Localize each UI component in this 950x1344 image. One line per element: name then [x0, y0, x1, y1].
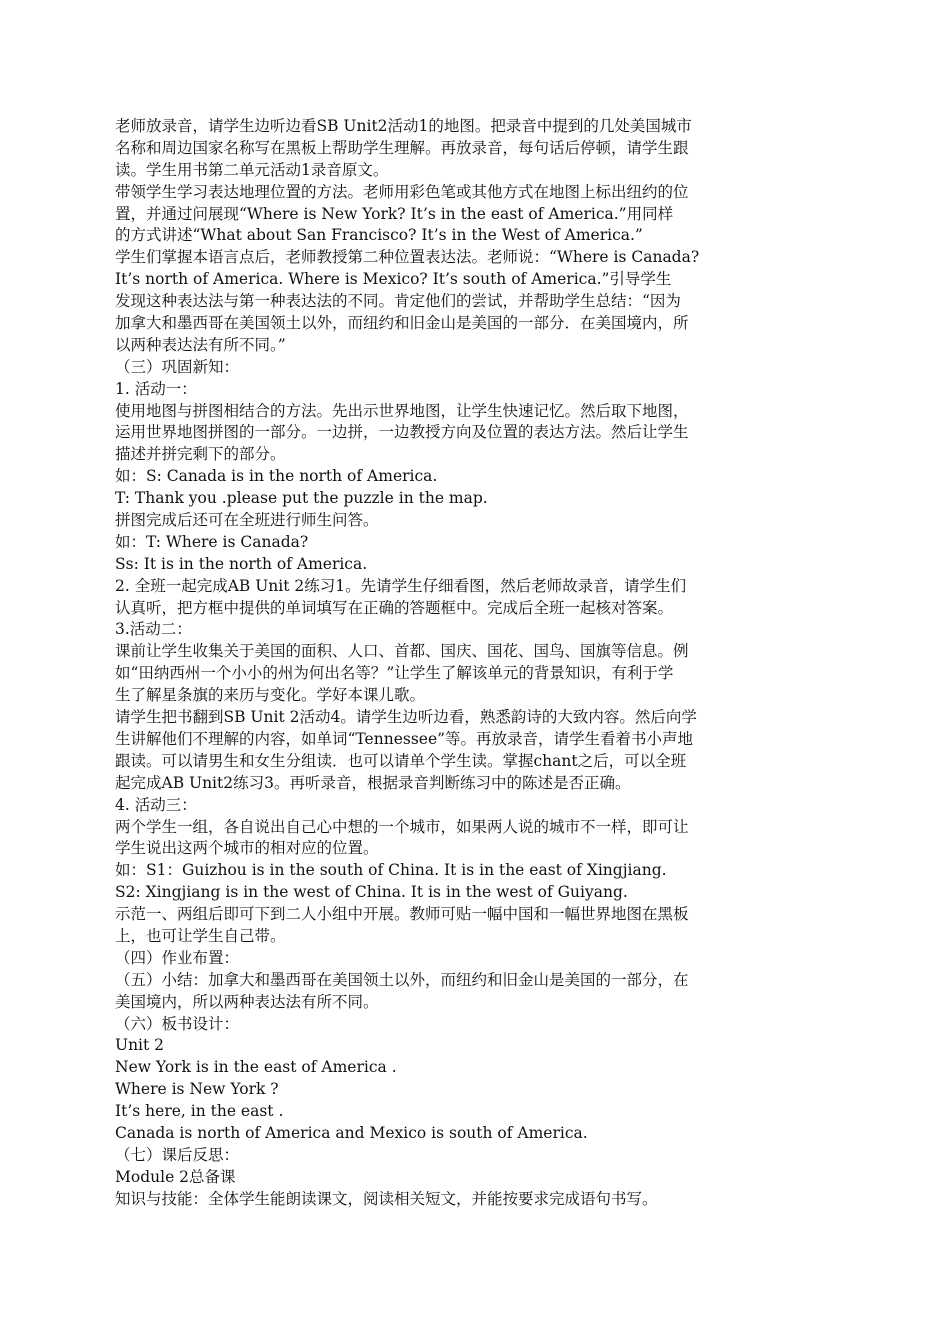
- text-line: 如：T: Where is Canada?: [115, 532, 309, 551]
- text-line: 2. 全班一起完成AB Unit 2练习1。先请学生仔细看图，然后老师故录音，请学生们: [115, 576, 687, 595]
- text-line: 认真听，把方框中提供的单词填写在正确的答题框中。完成后全班一起核对答案。: [115, 598, 674, 617]
- text-line: 课前让学生收集关于美国的面积、人口、首都、国庆、国花、国鸟、国旗等信息。例: [115, 642, 689, 661]
- text-line: （五）小结：加拿大和墨西哥在美国领土以外，而纽约和旧金山是美国的一部分，在: [115, 970, 689, 989]
- text-line: 3.活动二：: [115, 620, 192, 639]
- text-line: 如：S1：Guizhou is in the south of China. It is in the east of Xingjiang.: [115, 861, 667, 880]
- text-line: It’s north of America. Where is Mexico? It’s south of America.”引导学生: [115, 270, 672, 289]
- text-line: 拼图完成后还可在全班进行师生问答。: [115, 511, 379, 530]
- text-line: 生了解星条旗的来历与变化。学好本课儿歌。: [115, 686, 426, 705]
- text-line: 运用世界地图拼图的一部分。一边拼，一边教授方向及位置的表达方法。然后让学生: [115, 423, 689, 442]
- text-line: （六）板书设计：: [115, 1014, 240, 1033]
- text-line: 4. 活动三：: [115, 795, 197, 814]
- text-line: 跟读。可以请男生和女生分组读．也可以请单个学生读。掌握chant之后，可以全班: [115, 751, 687, 770]
- text-line: 老师放录音，请学生边听边看SB Unit2活动1的地图。把录音中提到的几处美国城市: [115, 117, 692, 135]
- text-line: It’s here, in the east .: [115, 1102, 284, 1121]
- text-line: 如：S: Canada is in the north of America.: [115, 467, 438, 486]
- text-line: 使用地图与拼图相结合的方法。先出示世界地图，让学生快速记忆。然后取下地图，: [115, 401, 689, 420]
- text-line: 的方式讲述“What about San Francisco? It’s in the West of America.”: [115, 226, 643, 245]
- text-line: 置，并通过问展现“Where is New York? It’s in the east of America.”用同样: [115, 204, 674, 223]
- text-line: 上，也可让学生自己带。: [115, 926, 286, 945]
- text-line: 发现这种表达法与第一种表达法的不同。肯定他们的尝试，并帮助学生总结：“因为: [115, 292, 681, 311]
- text-line: （三）巩固新知：: [115, 357, 240, 376]
- text-line: 学生说出这两个城市的相对应的位置。: [115, 839, 379, 858]
- document-body: [115, 116, 840, 1211]
- text-line: （七）课后反思：: [115, 1145, 240, 1164]
- text-line: 以两种表达法有所不同。”: [115, 335, 286, 354]
- text-line: 知识与技能：全体学生能朗读课文，阅读相关短文，并能按要求完成语句书写。: [115, 1189, 658, 1208]
- text-line: 加拿大和墨西哥在美国领土以外，而纽约和旧金山是美国的一部分．在美国境内，所: [115, 314, 689, 333]
- text-line: （四）作业布置：: [115, 948, 240, 967]
- text-line: 学生们掌握本语言点后，老师教授第二种位置表达法。老师说：“Where is Canada?: [115, 248, 700, 267]
- text-line: Where is New York ?: [115, 1080, 279, 1099]
- text-line: 两个学生一组，各自说出自己心中想的一个城市，如果两人说的城市不一样，即可让: [115, 817, 689, 836]
- text-line: 读。学生用书第二单元活动1录音原文。: [115, 160, 389, 179]
- text-line: 请学生把书翻到SB Unit 2活动4。请学生边听边看，熟悉韵诗的大致内容。然后向学: [115, 708, 697, 727]
- text-line: 名称和周边国家名称写在黑板上帮助学生理解。再放录音，每句话后停顿，请学生跟: [115, 138, 689, 157]
- text-line: S2: Xingjiang is in the west of China. It is in the west of Guiyang.: [115, 883, 628, 902]
- text-line: 如“田纳西州一个小小的州为何出名等？”让学生了解该单元的背景知识，有利于学: [115, 664, 674, 683]
- text-line: 生讲解他们不理解的内容，如单词“Tennessee”等。再放录音，请学生看着书小声地: [115, 729, 694, 748]
- text-line: Module 2总备课: [115, 1167, 236, 1186]
- text-line: 示范一、两组后即可下到二人小组中开展。教师可贴一幅中国和一幅世界地图在黑板: [115, 905, 689, 924]
- text-line: T: Thank you .please put the puzzle in the map.: [115, 489, 488, 508]
- text-line: 1. 活动一：: [115, 379, 197, 398]
- text-line: Ss: It is in the north of America.: [115, 554, 368, 573]
- text-line: New York is in the east of America .: [115, 1058, 397, 1077]
- text-line: 美国境内，所以两种表达法有所不同。: [115, 992, 379, 1011]
- text-line: 带领学生学习表达地理位置的方法。老师用彩色笔或其他方式在地图上标出纽约的位: [115, 182, 689, 201]
- text-line: Unit 2: [115, 1036, 165, 1055]
- text-line: Canada is north of America and Mexico is south of America.: [115, 1123, 588, 1142]
- text-line: 描述并拼完剩下的部分。: [115, 445, 286, 464]
- text-line: 起完成AB Unit2练习3。再听录音，根据录音判断练习中的陈述是否正确。: [115, 773, 631, 792]
